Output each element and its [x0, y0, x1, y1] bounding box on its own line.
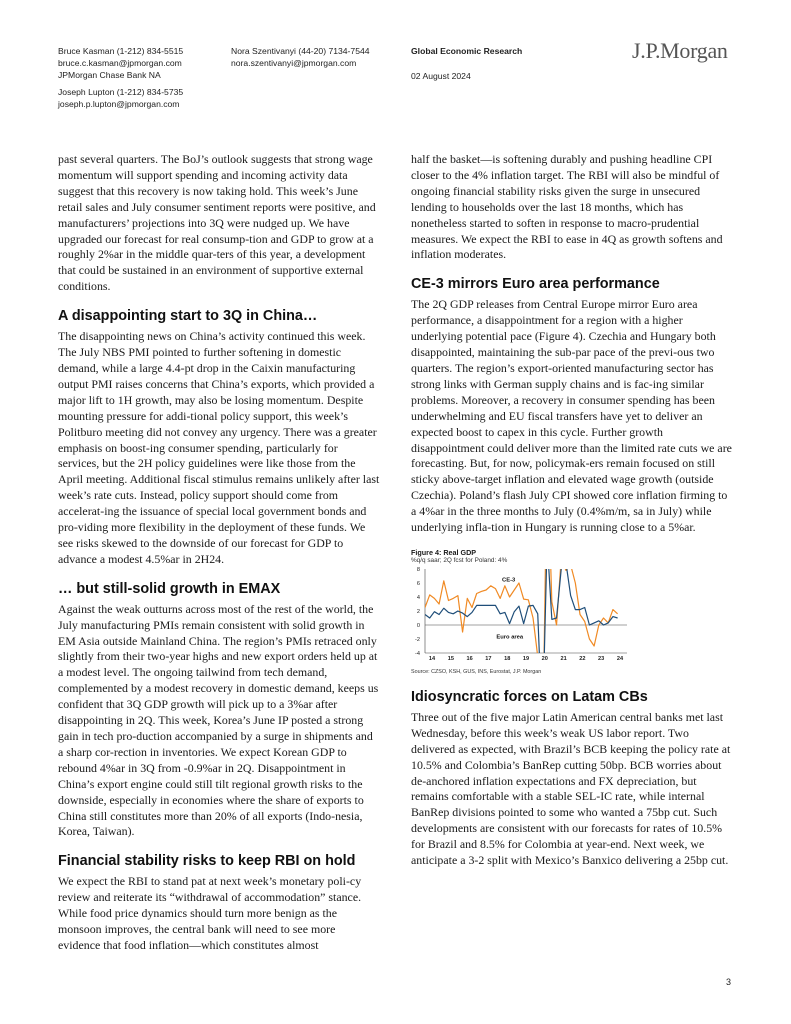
paragraph: The disappointing news on China’s activity continued this week. The July NBS PMI pointed to further softening in domestic demand, while a large 4.4-pt drop in the Caixin manufacturing output PMI raises concerns that China’s exports, which provided a major lift to 1H growth, may also be losing momentum. Despite mounting pressure for addi-tional policy support, this week’s Politburo meeting did not convey any urgency. There was a greater emphasis on boost-ing consumer spending, particularly for services, but the 2H policy guidelines were like those from the April meeting. Additional fiscal stimulus remains unlikely after last week’s rate cuts. Instead, policy support should come from accelerat-ing the issuance of special local government bonds and pro-viding more flexibility in the deployment of these funds. We see risks skewed to the downside of our forecast for GDP to advance a modest 4.5%ar in 2H24.	[58, 329, 380, 566]
left-column	[58, 152, 380, 954]
author-szentivanyi-email[interactable]: nora.szentivanyi@jpmorgan.com	[231, 58, 357, 68]
section-heading-financial-stability-risks-to-keep-rbi-on: Financial stability risks to keep RBI on hold	[58, 853, 356, 870]
y-tick-label: -4	[415, 650, 420, 657]
section-heading-idiosyncratic-forces-on-latam-cbs: Idiosyncratic forces on Latam CBs	[411, 688, 648, 705]
figure-title: Figure 4: Real GDP	[411, 547, 477, 557]
paragraph: The 2Q GDP releases from Central Europe mirror Euro area performance, a disappointment for a region with a higher underlying potential pace (Figure 4). Czechia and Hungary both disappointed, maintaining the sub-par pace of the previ-ous two quarters. The region’s export-oriented manufacturing sector has strong links with German supply chains and is fac-ing similar problems. Moreover, a recovery in consumer spending has been underwhelming and EU fiscal transfers have yet to deliver an expected boost to capex in this cycle. Further growth disappointment could deliver more than the limited rate cuts we are forecasting. But, for now, policymak-ers remain focused on still sticky above-target inflation and elevated wage growth (outside Czechia). Poland’s flash July CPI showed core inflation firming to a 4%ar in the three months to July (0.4%m/m, sa in July) while underlying infla-tion in Hungary is running close to a 5%ar.	[411, 297, 732, 535]
x-tick-label: 17	[485, 655, 492, 662]
x-tick-label: 23	[598, 655, 605, 662]
y-tick-label: 6	[416, 580, 420, 587]
paragraph: Against the weak outturns across most of the rest of the world, the July manufacturing PMIs remain consistent with solid growth in EM Asia outside Mainland China. The region’s PMIs retraced only slightly from their two-year highs and new export orders held up at a modest level. The ongoing tailwind from tech demand, complemented by a modest recovery in domestic demand, keeps us confident that 3Q GDP growth will pick up to a 3%ar after disappointing in 2Q. This week, Korea’s June IP posted a strong gain in tech pro-duction accompanied by a surge in shipments and a sharp cor-rection in inventories. We expect Korean GDP to rebound 4%ar in 3Q from -0.9%ar in 2Q. Disappointment in China’s export engine could still tilt regional growth risks to the downside, especially in economies where the share of exports to China still constitutes more than 20% of all exports (Indo-nesia, Korea, Taiwan).	[58, 601, 379, 839]
x-tick-label: 20	[541, 655, 548, 662]
section-heading-ce-3-mirrors-euro-area-performance: CE-3 mirrors Euro area performance	[411, 276, 660, 293]
x-tick-label: 21	[560, 655, 567, 662]
section-heading-but-still-solid-growth-in-emax: … but still-solid growth in EMAX	[58, 580, 281, 597]
x-tick-label: 18	[504, 655, 511, 662]
author-kasman-org: JPMorgan Chase Bank NA	[58, 70, 161, 80]
real-gdp-chart	[411, 565, 733, 669]
author-kasman-name-phone: Bruce Kasman (1-212) 834-5515	[58, 46, 184, 56]
figure-subtitle: %q/q saar; 2Q fcst for Poland: 4%	[411, 556, 508, 564]
right-column-top	[411, 152, 733, 536]
annotation-euro-area: Euro area	[496, 634, 524, 641]
annotation-ce3: CE-3	[502, 577, 516, 584]
page-number: 3	[726, 977, 732, 987]
figure-source: Source: CZSO, KSH, GUS, INS, Eurostat, J.P. Morgan	[411, 668, 542, 675]
author-szentivanyi-name-phone: Nora Szentivanyi (44-20) 7134-7544	[231, 46, 370, 56]
header-author-right	[231, 45, 370, 69]
paragraph: half the basket—is softening durably and pushing headline CPI closer to the 4% inflation target. The RBI will also be mindful of ongoing financial stability risks given the surge in unsecured lending to households over the last 18 months, which has nonetheless started to soften in response to macro-prudential measures. We expect the RBI to ease in 4Q as growth softens and inflation moderates.	[411, 152, 723, 262]
right-column-bottom	[411, 688, 733, 869]
y-tick-label: 4	[416, 594, 420, 601]
y-tick-label: 2	[416, 608, 420, 615]
publication-title: Global Economic Research	[411, 46, 523, 56]
jpmorgan-logo: J.P.Morgan	[632, 38, 728, 63]
paragraph: We expect the RBI to stand pat at next week’s monetary poli-cy review and reiterate its “withdrawal of accommodation” stance. While food price dynamics should turn more benign as the monsoon improves, the central bank will need to see more evidence that food inflation—which constitutes almost	[58, 874, 362, 952]
author-kasman-email[interactable]: bruce.c.kasman@jpmorgan.com	[58, 58, 182, 68]
author-lupton-email[interactable]: joseph.p.lupton@jpmorgan.com	[58, 99, 180, 109]
series-line-euro-area	[425, 565, 618, 669]
y-tick-label: 0	[416, 622, 420, 629]
author-lupton-name-phone: Joseph Lupton (1-212) 834-5735	[58, 87, 184, 97]
x-tick-label: 14	[428, 655, 436, 662]
x-tick-label: 22	[579, 655, 586, 662]
paragraph: Three out of the five major Latin American central banks met last Wednesday, before this week’s weak US labor report. Two delivered as expected, with Brazil’s BCB keeping the policy rate at 10.5% and Colombia’s BanRep cutting 50bp. BCB worries about de-anchored inflation expectations and FX depreciation, but remains comfortable with a stable SEL-IC rate, while internal BanRep divisions pointed to some who wanted a 75bp cut. Such developments are consistent with our forecasts for rates of 10.5% for Brazil and 8.5% for Colombia at year-end. Next week, we anticipate a 3-2 split with Mexico’s Banxico delivering a 25bp cut.	[411, 709, 731, 868]
section-heading-a-disappointing-start-to-3q-in-china: A disappointing start to 3Q in China…	[58, 308, 318, 325]
figure-real-gdp	[411, 548, 733, 676]
series-group	[425, 565, 618, 669]
x-tick-label: 24	[616, 655, 624, 662]
right-column	[411, 152, 733, 869]
x-tick-label: 19	[522, 655, 530, 662]
header-authors-left	[58, 45, 183, 110]
y-tick-label: -2	[415, 636, 420, 643]
x-tick-label: 16	[466, 655, 473, 662]
header-publication	[411, 45, 522, 82]
y-tick-label: 8	[416, 566, 420, 573]
paragraph: past several quarters. The BoJ’s outlook suggests that strong wage momentum will support spending and incoming activity data suggest that this recovery is now taking hold. This week’s June retail sales and July consumer sentiment reports were positive, and manufacturers’ projections into 3Q were nudged up. We have upgraded our forecast for real consump-tion and GDP to grow at a roughly 2%ar in the middle quar-ters of this year, a development that could be sustained in an environment of supportive external conditions.	[58, 152, 376, 294]
x-tick-label: 15	[447, 655, 454, 662]
publication-date: 02 August 2024	[411, 71, 471, 81]
